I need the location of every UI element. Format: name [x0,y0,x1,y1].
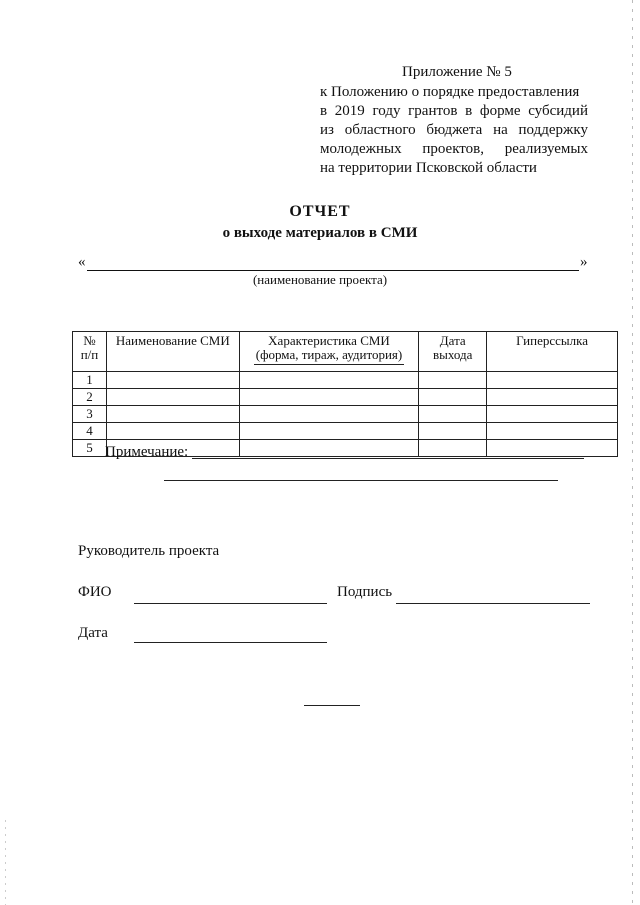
cell-link[interactable] [487,440,618,457]
header-link: Гиперссылка [487,332,618,372]
cell-media-name[interactable] [106,372,239,389]
cell-characteristic[interactable] [239,423,419,440]
cell-date[interactable] [419,440,487,457]
cell-link[interactable] [487,423,618,440]
header-characteristic-line2: (форма, тираж, аудитория) [254,348,405,365]
note-field-line[interactable] [164,480,558,481]
header-characteristic [239,332,419,372]
note-field-line[interactable] [192,458,584,459]
appendix-line: на территории Псковской области [320,160,537,176]
cell-characteristic[interactable] [239,440,419,457]
project-name-caption: (наименование проекта) [252,272,388,287]
row-number: 2 [73,389,107,406]
date-label: Дата [78,625,108,641]
cell-date[interactable] [419,423,487,440]
header-date-line2: выхода [433,347,473,362]
table-header-row [73,332,618,372]
cell-date[interactable] [419,372,487,389]
cell-date[interactable] [419,406,487,423]
cell-media-name[interactable] [106,406,239,423]
report-subtitle: о выходе материалов в СМИ [222,225,418,241]
appendix-line: из областного бюджета на поддержку [320,122,588,138]
project-head-label: Руководитель проекта [78,543,220,559]
cell-link[interactable] [487,406,618,423]
row-number: 3 [73,406,107,423]
media-report-table [72,331,618,457]
note-label: Примечание: [105,444,189,460]
header-date-line1: Дата [439,333,466,348]
header-num-line2: п/п [80,347,99,362]
table-row [73,372,618,389]
cell-media-name[interactable] [106,423,239,440]
appendix-line: молодежных проектов, реализуемых [320,141,588,157]
header-date [419,332,487,372]
cell-link[interactable] [487,372,618,389]
header-num [73,332,107,372]
header-characteristic-line1: Характеристика СМИ [268,333,390,348]
open-quote: « [78,254,86,270]
row-number: 5 [73,440,107,457]
appendix-title: Приложение № 5 [402,64,512,80]
row-number: 4 [73,423,107,440]
report-title: ОТЧЕТ [289,203,351,220]
scan-edge-artifact [5,820,6,905]
scan-edge-artifact [632,0,633,905]
fio-label: ФИО [78,584,112,600]
cell-date[interactable] [419,389,487,406]
cell-link[interactable] [487,389,618,406]
appendix-line: в 2019 году грантов в форме субсидий [320,103,588,119]
fio-field[interactable] [134,603,327,604]
table-row [73,423,618,440]
cell-characteristic[interactable] [239,389,419,406]
table-row [73,406,618,423]
cell-media-name[interactable] [106,389,239,406]
row-number: 1 [73,372,107,389]
date-field[interactable] [134,642,327,643]
signature-field[interactable] [396,603,590,604]
header-media-name: Наименование СМИ [106,332,239,372]
document-end-divider [304,705,360,706]
appendix-line: к Положению о порядке предоставления [320,84,580,100]
project-name-field[interactable] [87,270,579,271]
header-num-line1: № [83,333,96,348]
cell-characteristic[interactable] [239,406,419,423]
cell-characteristic[interactable] [239,372,419,389]
close-quote: » [580,254,588,270]
table-row [73,389,618,406]
signature-label: Подпись [337,584,393,600]
